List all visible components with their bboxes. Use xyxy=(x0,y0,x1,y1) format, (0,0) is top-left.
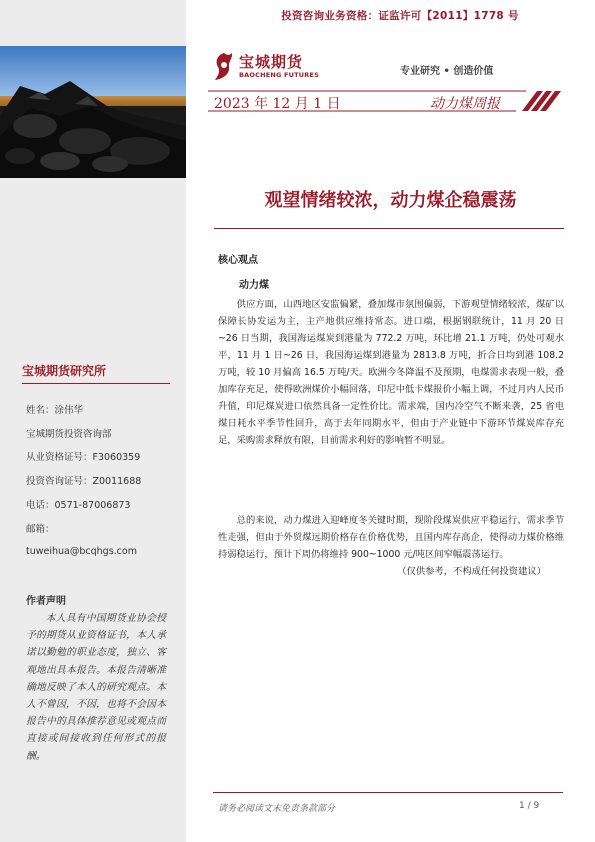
article-title: 观望情绪较浓，动力煤企稳震荡 xyxy=(264,190,517,211)
disclaimer-note: （仅供参考，不构成任何投资建议） xyxy=(397,566,546,577)
email-address[interactable]: tuweihua@bcqhgs.com xyxy=(26,546,137,557)
core-heading: 核心观点 xyxy=(218,255,258,266)
report-date: 2023 年 12 月 1 日 xyxy=(214,96,341,112)
footer-divider xyxy=(213,792,563,793)
statement-title: 作者声明 xyxy=(26,596,66,607)
email-label: 邮箱： xyxy=(26,524,55,535)
logo-mark-icon xyxy=(213,52,235,82)
footer-disclaimer: 请务必阅读文末免责条款部分 xyxy=(218,804,336,814)
report-type: 动力煤周报 xyxy=(430,96,500,112)
advisory-license: 投资咨询证号：Z0011688 xyxy=(26,476,142,487)
company-logo xyxy=(213,50,323,84)
institute-divider xyxy=(22,383,170,384)
analyst-department: 宝城期货投资咨询部 xyxy=(26,429,112,440)
logo-chinese-name: 宝城期货 xyxy=(239,53,304,71)
institute-name: 宝城期货研究所 xyxy=(22,364,107,378)
paragraph-supply-demand: 供应方面，山西地区安监偏紧，叠加煤市氛围偏弱，下游观望情绪较浓，煤矿以保障长协发运为主，主产地供应维持常态。进口端，根据钢联统计，11 月 20 日~26 日当期，我国海运煤炭到港量为 772.2 万吨，环比增 21.1 万吨，仍处可观水平，11 月 1 日~26 日，我国海运煤到港量为 2813.8 万吨，折合日均到港 108.2 万吨，较 10 月偏高 16.5 万吨/天。欧洲今冬降温不及预期，电煤需求表现一般，叠加库存充足，使得欧洲煤价小幅回落，印尼中低卡煤报价小幅上调，不过月内人民币升值，印尼煤炭进口依然具备一定性价比。需求端，国内冷空气不断来袭，25 省电煤日耗水平季节性回升，高于去年同期水平，但由于产业链中下游环节煤炭库存充足，采购需求释放有限，目前需求利好的影响暂不明显。 xyxy=(218,299,564,446)
cover-photo xyxy=(0,46,186,178)
sub-heading: 动力煤 xyxy=(239,280,269,291)
qualification-text: 投资咨询业务资格：证监许可【2011】1778 号 xyxy=(281,10,519,22)
slogan: 专业研究 • 创造价值 xyxy=(400,66,494,77)
page-number: 1 / 9 xyxy=(519,801,540,811)
phone-number: 电话：0571-87006873 xyxy=(26,500,131,511)
paragraph-summary: 总的来说，动力煤进入迎峰度冬关键时期，现阶段煤炭供应平稳运行、需求季节性走强，但由于外贸煤远期价格存在价格优势，且国内库存高企，使得动力煤价格维持弱稳运行，预计下周仍将维持 900~1000 元/吨区间窄幅震荡运行。 xyxy=(218,515,564,560)
logo-english-name: BAOCHENG FUTURES xyxy=(239,71,319,79)
author-statement: 本人具有中国期货业协会授予的期货从业资格证书，本人承诺以勤勉的职业态度，独立、客观地出具本报告。本报告清晰准确地反映了本人的研究观点。本人不曾因，不因，也将不会因本报告中的具体推荐意见或观点而直接或间接收到任何形式的报酬。 xyxy=(26,613,166,762)
analyst-name: 姓名：涂伟华 xyxy=(26,405,84,416)
practice-license: 从业资格证号：F3060359 xyxy=(26,452,141,463)
title-divider xyxy=(214,228,564,229)
